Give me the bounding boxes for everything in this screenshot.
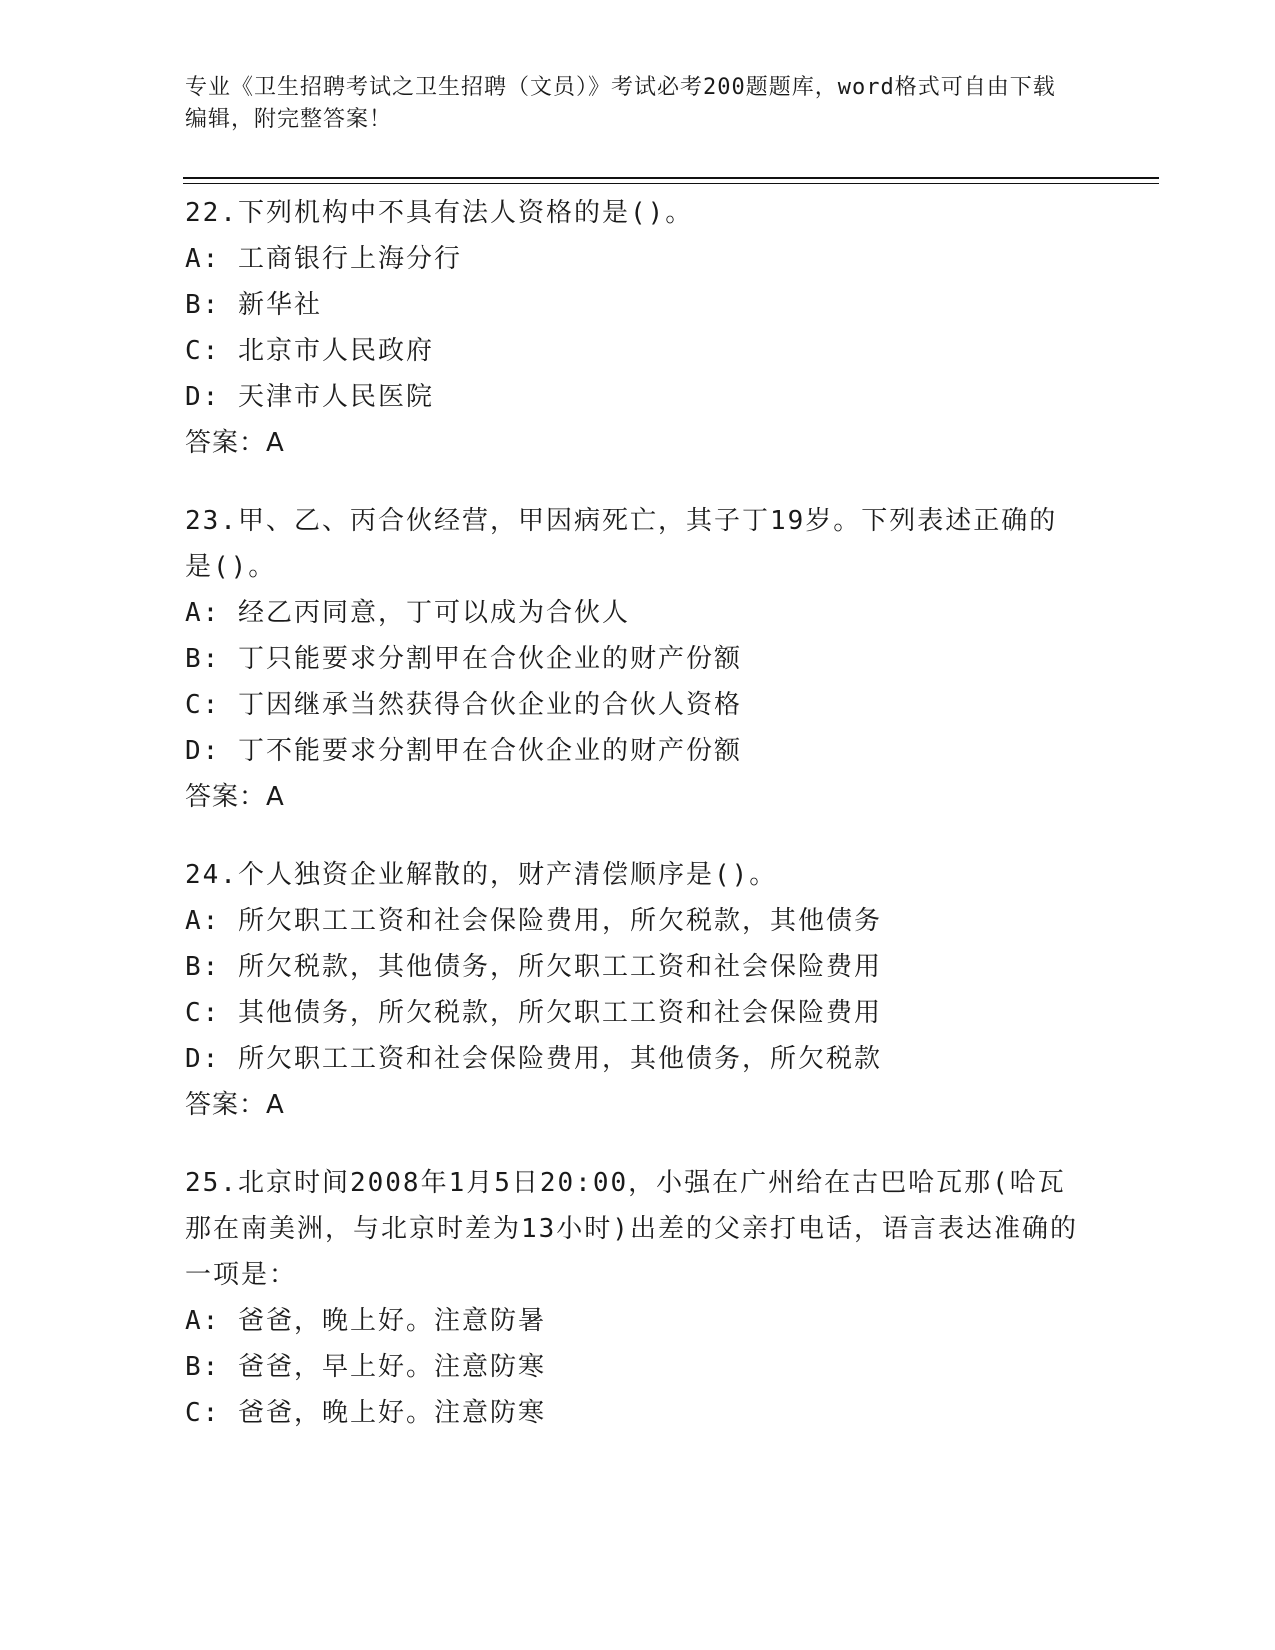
option-a: A: 所欠职工工资和社会保险费用，所欠税款，其他债务	[185, 906, 882, 936]
header-divider-thick	[183, 177, 1159, 179]
option-c: C: 丁因继承当然获得合伙企业的合伙人资格	[185, 690, 742, 720]
option-b: B: 新华社	[185, 290, 322, 320]
answer-line: 答案：A	[185, 782, 285, 812]
option-a: A: 工商银行上海分行	[185, 244, 462, 274]
option-b: B: 所欠税款，其他债务，所欠职工工资和社会保险费用	[185, 952, 882, 982]
question-list	[185, 190, 1085, 1468]
question-25	[185, 1160, 1085, 1436]
answer-line: 答案：A	[185, 1090, 285, 1120]
question-text: 25.北京时间2008年1月5日20:00，小强在广州给在古巴哈瓦那(哈瓦那在南美洲，与北京时差为13小时)出差的父亲打电话，语言表达准确的一项是：	[185, 1168, 1078, 1290]
document-header: 专业《卫生招聘考试之卫生招聘（文员）》考试必考200题题库，word格式可自由下载编辑，附完整答案！	[185, 75, 1056, 132]
question-text: 22.下列机构中不具有法人资格的是()。	[185, 198, 694, 228]
option-b: B: 丁只能要求分割甲在合伙企业的财产份额	[185, 644, 742, 674]
option-c: C: 北京市人民政府	[185, 336, 434, 366]
option-d: D: 天津市人民医院	[185, 382, 434, 412]
question-text: 24.个人独资企业解散的，财产清偿顺序是()。	[185, 860, 778, 890]
option-d: D: 丁不能要求分割甲在合伙企业的财产份额	[185, 736, 742, 766]
option-a: A: 爸爸，晚上好。注意防暑	[185, 1306, 546, 1336]
option-c: C: 爸爸，晚上好。注意防寒	[185, 1398, 546, 1428]
question-23	[185, 498, 1085, 820]
option-d: D: 所欠职工工资和社会保险费用，其他债务，所欠税款	[185, 1044, 882, 1074]
header-divider-thin	[183, 183, 1159, 184]
option-c: C: 其他债务，所欠税款，所欠职工工资和社会保险费用	[185, 998, 882, 1028]
question-text: 23.甲、乙、丙合伙经营，甲因病死亡，其子丁19岁。下列表述正确的是()。	[185, 506, 1058, 582]
option-a: A: 经乙丙同意，丁可以成为合伙人	[185, 598, 630, 628]
option-b: B: 爸爸，早上好。注意防寒	[185, 1352, 546, 1382]
question-22	[185, 190, 1085, 466]
question-24	[185, 852, 1085, 1128]
answer-line: 答案：A	[185, 428, 285, 458]
